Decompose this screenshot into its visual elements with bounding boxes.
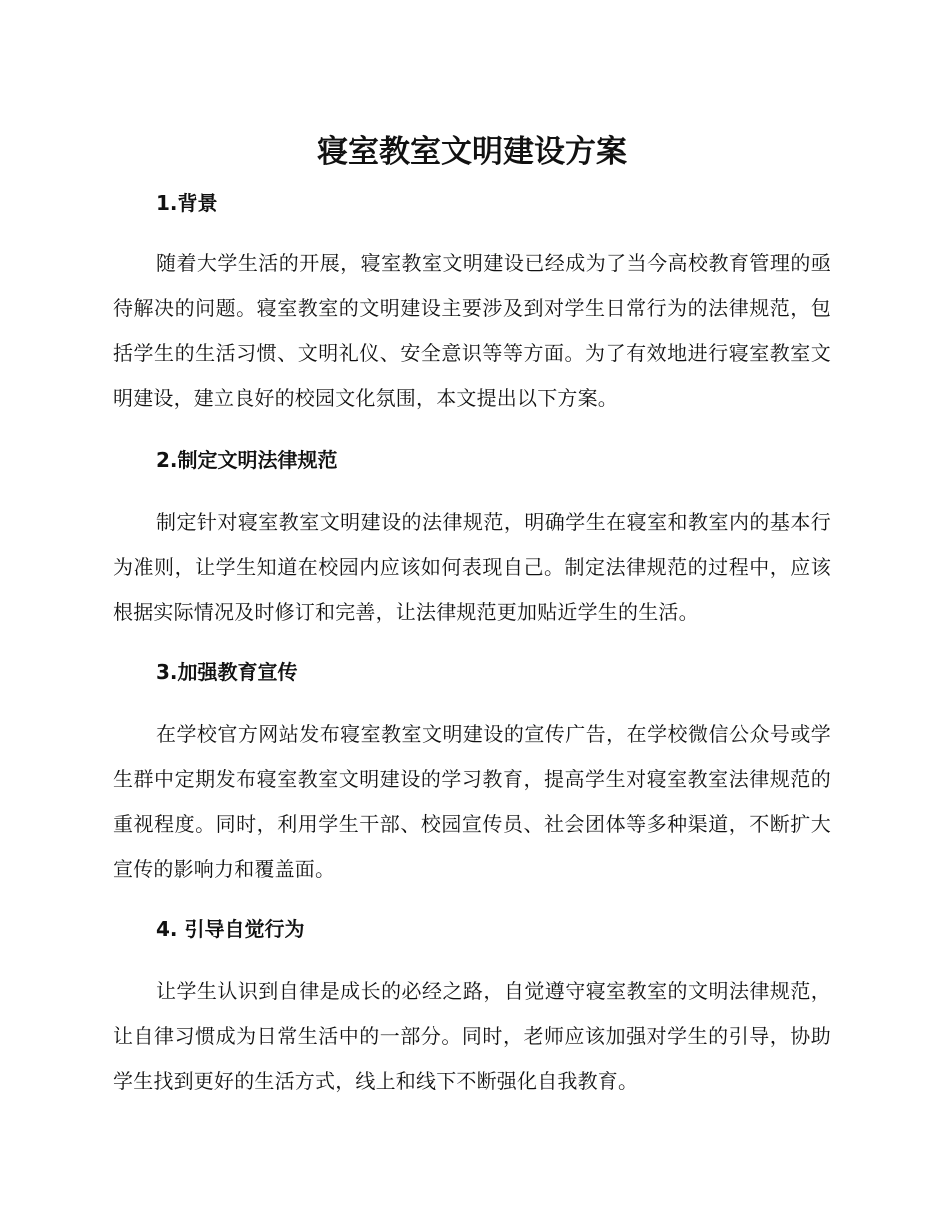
section-paragraph-self-discipline: 让学生认识到自律是成长的必经之路，自觉遵守寝室教室的文明法律规范，让自律习惯成为日常生活中的一部分。同时，老师应该加强对学生的引导，协助学生找到更好的生活方式，线上和线下不断强化自我教育。 bbox=[113, 979, 831, 1093]
section-heading-education: 3.加强教育宣传 bbox=[156, 660, 298, 684]
document-body bbox=[113, 128, 831, 1104]
section-paragraph-education: 在学校官方网站发布寝室教室文明建设的宣传广告，在学校微信公众号或学生群中定期发布寝室教室文明建设的学习教育，提高学生对寝室教室法律规范的重视程度。同时，利用学生干部、校园宣传员、社会团体等多种渠道，不断扩大宣传的影响力和覆盖面。 bbox=[113, 722, 831, 881]
section-heading-self-discipline: 4. 引导自觉行为 bbox=[156, 917, 305, 941]
section-paragraph-background: 随着大学生活的开展，寝室教室文明建设已经成为了当今高校教育管理的亟待解决的问题。寝室教室的文明建设主要涉及到对学生日常行为的法律规范，包括学生的生活习惯、文明礼仪、安全意识等等方面。为了有效地进行寝室教室文明建设，建立良好的校园文化氛围，本文提出以下方案。 bbox=[113, 251, 831, 410]
section-heading-rules: 2.制定文明法律规范 bbox=[156, 448, 338, 472]
section-heading-background: 1.背景 bbox=[156, 191, 218, 215]
document-title: 寝室教室文明建设方案 bbox=[317, 134, 627, 170]
section-paragraph-rules: 制定针对寝室教室文明建设的法律规范，明确学生在寝室和教室内的基本行为准则，让学生知道在校园内应该如何表现自己。制定法律规范的过程中，应该根据实际情况及时修订和完善，让法律规范更加贴近学生的生活。 bbox=[113, 510, 831, 624]
